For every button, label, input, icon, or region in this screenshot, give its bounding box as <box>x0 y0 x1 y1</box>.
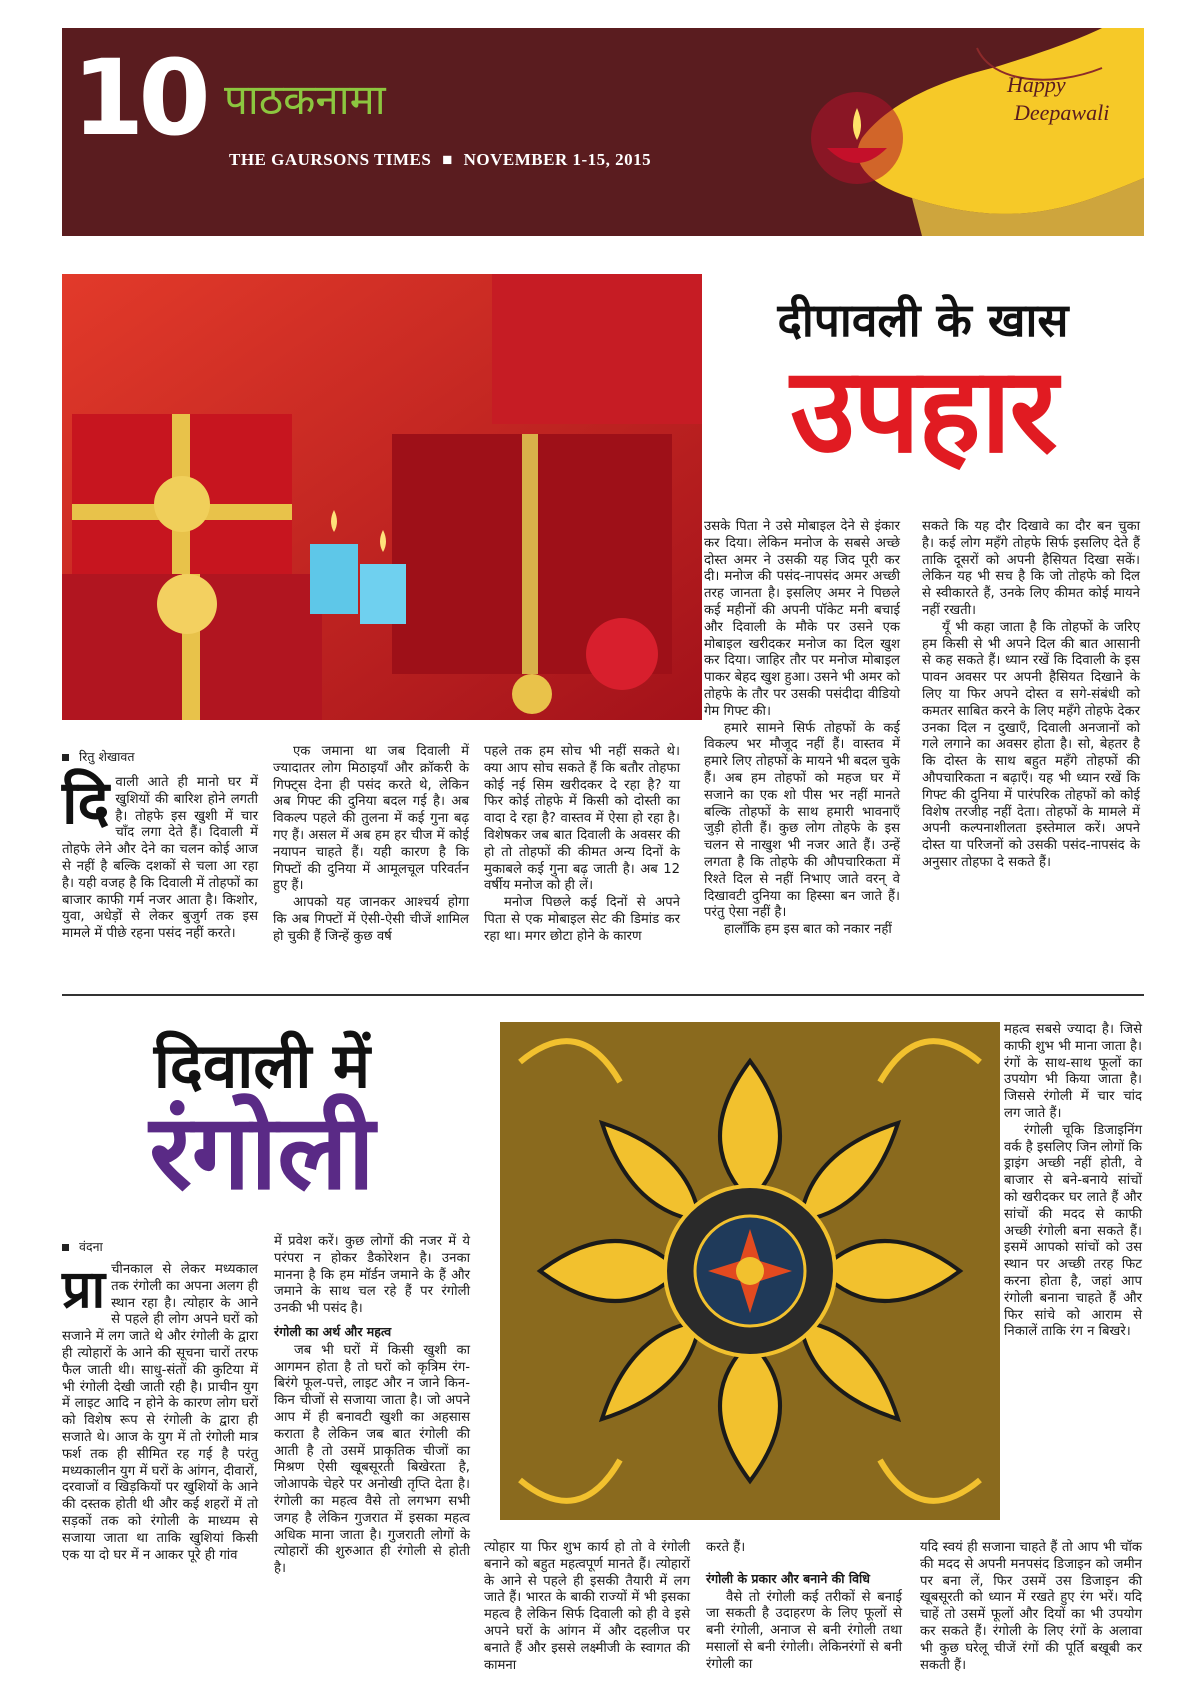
byline-name: रितु शेखावत <box>79 749 135 764</box>
article1-col4 <box>704 519 900 939</box>
article2-kicker: दिवाली में <box>153 1029 371 1102</box>
article1-col5 <box>922 519 1140 872</box>
byline-square-icon <box>62 1244 69 1251</box>
article1-col1 <box>62 768 258 943</box>
paragraph: एक जमाना था जब दिवाली में ज्यादातर लोग मिठाइयाँ और क्रॉकरी के गिफ्ट्स देना ही पसंद करते थे, लेकिन अब गिफ्ट की दुनिया बदल गई है। अब विकल्प पहले की तुलना में कई गुना बढ़ गए हैं। असल में अब हम हर चीज में कोई नयापन चाहते हैं। यही कारण है कि गिफ्टों की दुनिया में आमूलचूल परिवर्तन हुए हैं। <box>273 744 469 894</box>
paragraph: सकते कि यह दौर दिखावे का दौर बन चुका है। कई लोग महँगे तोहफे सिर्फ इसलिए देते हैं ताकि दूसरों को अपनी हैसियत दिखा सकें। लेकिन यह भी सच है कि जो तोहफे को दिल से स्वीकारते हैं, उनके लिए कीमत कोई मायने नहीं रखती। <box>922 519 1140 618</box>
section-divider <box>62 994 1144 996</box>
section-title: पाठकनामा <box>224 75 386 124</box>
paragraph: में प्रवेश करें। कुछ लोगों की नजर में ये परंपरा न होकर डैकोरेशन है। उनका मानना है कि हम मॉर्डन जमाने के हैं और जमाने के साथ चल रहे हैं पर रंगोली उनकी भी पसंद है। <box>274 1234 470 1317</box>
article2-lead: चीनकाल से लेकर मध्यकाल तक रंगोली का अपना अलग ही स्थान रहा है। त्योहार के आने से पहले ही लोग अपने घरों को सजाने में लग जाते थे और रंगोली के द्वारा ही त्योहारों के आने की सूचना चारों तरफ फैल जाती थी। साधु-संतों की कुटिया में भी रंगोली देखी जाती रही है। प्राचीन युग में लाइट आदि न होने के कारण लोग घरों को विशेष रूप से रंगोली के द्वारा ही सजाते थे। आज के युग में तो रंगोली मात्र फर्श तक ही सीमित रह गई है परंतु मध्यकालीन युग में घरों के आंगन, दीवारों, दरवाजों व खिड़कियों पर खुशियों के आने की दस्तक होती थी और कई शहरों में तो सड़कों तक को रंगोली के माध्यम से सजाया जाता था ताकि खुशियां किसी एक या दो घर में न आकर पूरे ही गांव <box>62 1262 258 1563</box>
paragraph: रंगोली चूकि डिजाइनिंग वर्क है इसलिए जिन लोगों कि ड्राइंग अच्छी नहीं होती, वे बाजार से बने-बनाये सांचों को खरीदकर घर लाते हैं और सांचों की मदद से काफी अच्छी रंगोली बना सकते हैं। इसमें आपको सांचों को उस स्थान पर अच्छी तरह फिट करना होता है, जहां आप रंगोली बनाना चाहते हैं और फिर सांचे को आराम से निकालें ताकि रंग न बिखरे। <box>1004 1122 1142 1340</box>
article2-headline: रंगोली <box>149 1091 375 1213</box>
candle <box>360 564 406 624</box>
subhead: रंगोली के प्रकार और बनाने की विधि <box>706 1570 870 1586</box>
paragraph: करते हैं। <box>706 1540 746 1555</box>
article2-col5 <box>1004 1022 1142 1341</box>
article1-headline: उपहार <box>790 341 1056 479</box>
article2-col5-cont <box>920 1540 1142 1674</box>
article2-col3 <box>484 1540 690 1674</box>
ornament-ball <box>512 674 552 714</box>
article2-dropcap: प्रा <box>62 1260 106 1320</box>
article1-kicker: दीपावली के खास <box>777 293 1069 347</box>
subhead: रंगोली का अर्थ और महत्व <box>274 1323 392 1339</box>
article1-dropcap: दि <box>62 768 110 838</box>
article1-byline <box>62 748 252 765</box>
paragraph: उसके पिता ने उसे मोबाइल देने से इंकार कर दिया। लेकिन मनोज के सबसे अच्छे दोस्त अमर ने उसकी यह जिद पूरी कर दी। मनोज की पसंद-नापसंद अमर अच्छी तरह जानता है। इसलिए अमर ने पिछले कई महीनों की अपनी पॉकेट मनी बचाई और दिवाली के मौके पर उसने एक मोबाइल खरीदकर मनोज का दिल खुश कर दिया। जाहिर तौर पर मनोज मोबाइल पाकर बेहद खुश हुआ। उसने भी अमर को तोहफे के तौर पर उसकी पसंदीदा वीडियो गेम गिफ्ट की। <box>704 519 900 719</box>
gift-box <box>492 274 702 424</box>
greeting-happy: Happy <box>1007 72 1066 97</box>
article2-byline <box>62 1238 258 1255</box>
article2-col1 <box>62 1262 258 1564</box>
masthead-line <box>229 150 651 170</box>
page-number: 10 <box>72 37 205 159</box>
article2-col4 <box>706 1540 902 1674</box>
greeting-deepawali: Deepawali <box>1014 100 1110 125</box>
paragraph: महत्व सबसे ज्यादा है। जिसे काफी शुभ भी माना जाता है। रंगों के साथ-साथ फूलों का उपयोग भी किया जाता है। जिससे रंगोली में चार चांद लग जाते हैं। <box>1004 1022 1142 1121</box>
ribbon-bow <box>157 574 217 634</box>
gifts-photo <box>62 274 702 720</box>
byline-square-icon <box>62 754 69 761</box>
paragraph: हालाँकि हम इस बात को नकार नहीं <box>724 922 892 938</box>
paragraph: वैसे तो रंगोली कई तरीकों से बनाई जा सकती है उदाहरण के लिए फूलों से बनी रंगोली, अनाज से बनी रंगोली तथा मसालों से बनी रंगोली। लेकिनरंगों से बनी रंगोली का <box>706 1589 902 1672</box>
paragraph: हमारे सामने सिर्फ तोहफों के कई विकल्प भर मौजूद नहीं हैं। वास्तव में हमारे लिए तोहफों के मायने भी बदल चुके हैं। अब हम तोहफों को महज घर में सजाने का एक शो पीस भर नहीं मानते बल्कि तोहफों के साथ हमारी भावनाएँ जुड़ी होती हैं। कुछ लोग तोहफे के इस चलन से नाखुश भी नजर आते हैं। उन्हें लगता है कि तोहफे की औपचारिकता में रिश्ते दिल से नहीं निभाए जाते वरन् वे दिखावटी दुनिया का हिस्सा बन जाते हैं। परंतु ऐसा नहीं है। <box>704 720 900 921</box>
paragraph: त्योहार या फिर शुभ कार्य हो तो वे रंगोली बनाने को बहुत महत्वपूर्ण मानते हैं। त्योहारों के आने से पहले ही इसकी तैयारी में लग जाते हैं। भारत के बाकी राज्यों में भी इसका महत्व है लेकिन सिर्फ दिवाली को ही वे इसे अपने घरों के आंगन में और दहलीज पर बनाते हैं और इससे लक्ष्मीजी के स्वागत की कामना <box>484 1540 690 1673</box>
page-header <box>62 28 1144 236</box>
paragraph: यदि स्वयं ही सजाना चाहते हैं तो आप भी चॉक की मदद से अपनी मनपसंद डिजाइन को जमीन पर बना लें, फिर उसमें उस डिजाइन की खूबसूरती को ध्यान में रखते हुए रंग भरें। यदि चाहें तो उसमें फूलों और दियों का भी उपयोग कर सकते हैं। रंगोली के लिए रंगों के अलावा भी कुछ घरेलू चीजें रंगों की पूर्ति बखूबी कर सकती हैं। <box>920 1540 1142 1673</box>
paragraph: जब भी घरों में किसी खुशी का आगमन होता है तो घरों को कृत्रिम रंग-बिरंगे फूल-पत्ते, लाइट और न जाने किन-किन चीजों से सजाया जाता है। जो अपने आप में ही बनावटी खुशी का अहसास कराता है लेकिन जब बात रंगोली की आती है तो उसमें प्राकृतिक चीजों का मिश्रण ऐसी खूबसूरती बिखेरता है, जोआपके चेहरे पर अनोखी तृप्ति देता है। रंगोली का महत्व वैसे तो लगभग सभी जगह है लेकिन गुजरात में इसका महत्व अधिक माना जाता है। गुजराती लोगों के त्योहारों की शुरुआत ही रंगोली से होती है। <box>274 1342 470 1577</box>
candle <box>310 544 358 614</box>
article1-col2 <box>273 744 469 946</box>
ribbon-bow <box>154 476 210 532</box>
ornament-ball <box>586 618 658 690</box>
masthead-name: THE GAURSONS TIMES <box>229 150 432 169</box>
paragraph: पहले तक हम सोच भी नहीं सकते थे। क्या आप सोच सकते हैं कि बतौर तोहफा कोई नई सिम खरीदकर दे रहा है? या फिर कोई तोहफे में किसी को दोस्ती का वादा दे रहा है? वास्तव में ऐसा हो रहा है। विशेषकर जब बात दिवाली के अवसर की हो तो तोहफों की कीमत अन्य दिनों के मुकाबले कई गुना बढ़ जाती है। अब 12 वर्षीय मनोज को ही लें। <box>484 744 680 894</box>
paragraph: मनोज पिछले कई दिनों से अपने पिता से एक मोबाइल सेट की डिमांड कर रहा था। मगर छोटा होने के कारण <box>484 895 680 944</box>
paragraph: आपको यह जानकर आश्चर्य होगा कि अब गिफ्टों में ऐसी-ऐसी चीजें शामिल हो चुकी हैं जिन्हें कुछ वर्ष <box>273 895 469 944</box>
article1-lead: वाली आते ही मानो घर में खुशियों की बारिश होने लगती है। तोहफे इस खुशी में चार चाँद लगा देते हैं। दिवाली में तोहफे लेने और देने का चलन कोई आज से नहीं है बल्कि दशकों से चला आ रहा है। यही वजह है कि दिवाली में तोहफों का बाजार काफी गर्म नजर आता है। किशोर, युवा, अधेड़ों से लेकर बुजुर्ग तक इस मामले में पीछे रहना पसंद नहीं करते। <box>62 775 258 942</box>
byline-name: वंदना <box>79 1239 103 1254</box>
article2-col2 <box>274 1234 470 1578</box>
issue-date: NOVEMBER 1-15, 2015 <box>463 150 652 169</box>
article1-col3 <box>484 744 680 946</box>
paragraph: यूँ भी कहा जाता है कि तोहफों के जरिए हम किसी से भी अपने दिल की बात आसानी से कह सकते हैं। ध्यान रखें कि दिवाली के इस पावन अवसर पर अपनी हैसियत दिखाने के लिए या फिर अपने दोस्त व सगे-संबंधी को कमतर साबित करने के लिए महँगे तोहफे देकर उनका दिल न दुखाएँ, दिवाली अनजानों को गले लगाने का अवसर होता है। सो, बेहतर है कि दोस्त के साथ बहुत महँगे तोहफों की औपचारिकता न बढ़ाएँ। यह भी ध्यान रखें कि गिफ्ट की दुनिया में पारंपरिक तोहफों को कोई विशेष तरजीह नहीं देता। तोहफों के मामले में अपनी कल्पनाशीलता इस्तेमाल करें। अपने दोस्त या परिजनों को उसकी पसंद-नापसंद के अनुसार तोहफा दे सकते हैं। <box>922 619 1140 870</box>
rangoli-art <box>500 1022 1000 1520</box>
masthead-separator: ■ <box>442 150 453 169</box>
deepawali-banner <box>752 28 1144 236</box>
